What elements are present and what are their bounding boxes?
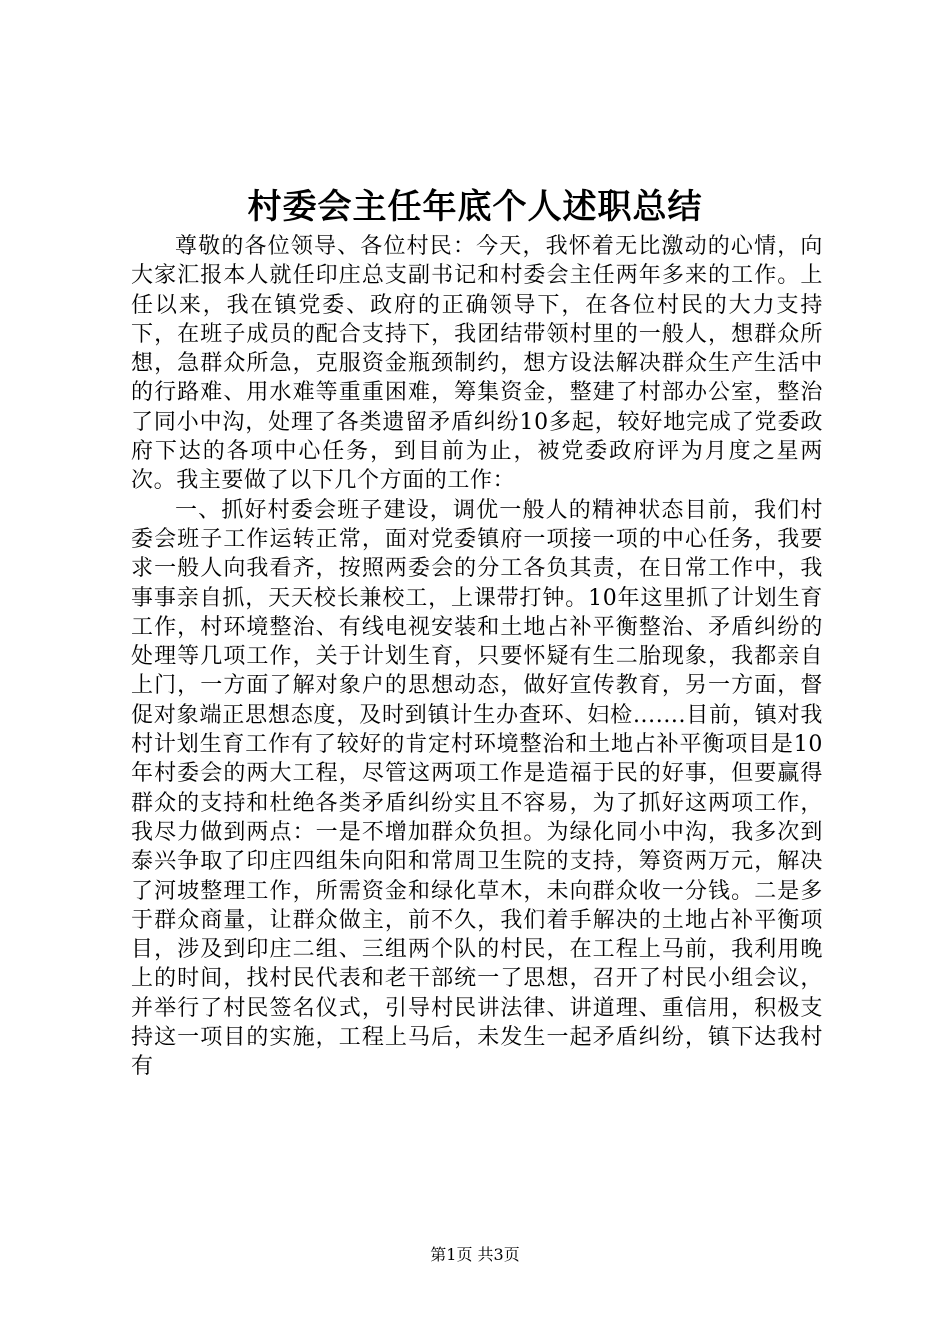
paragraph: 一、抓好村委会班子建设，调优一般人的精神状态目前，我们村委会班子工作运转正常，面对党委镇府一项接一项的中心任务，我要求一般人向我看齐，按照两委会的分工各负其责，在日常工作中，我事事亲自抓，天天校长兼校工，上课带打钟。10年这里抓了计划生育工作，村环境整治、有线电视安装和土地占补平衡整治、矛盾纠纷的处理等几项工作，关于计划生育，只要怀疑有生二胎现象，我都亲自上门，一方面了解对象户的思想动态，做好宣传教育，另一方面，督促对象端正思想态度，及时到镇计生办查环、妇检.......目前，镇对我村计划生育工作有了较好的肯定村环境整治和土地占补平衡项目是10年村委会的两大工程，尽管这两项工作是造福于民的好事，但要赢得群众的支持和杜绝各类矛盾纠纷实且不容易，为了抓好这两项工作，我尽力做到两点：一是不增加群众负担。为绿化同小中沟，我多次到泰兴争取了印庄四组朱向阳和常周卫生院的支持，筹资两万元，解决了河坡整理工作，所需资金和绿化草木，未向群众收一分钱。二是多于群众商量，让群众做主，前不久，我们着手解决的土地占补平衡项目，涉及到印庄二组、三组两个队的村民，在工程上马前，我利用晚上的时间，找村民代表和老干部统一了思想，召开了村民小组会议，并举行了村民签名仪式，引导村民讲法律、讲道理、重信用，积极支持这一项目的实施，工程上马后，未发生一起矛盾纠纷，镇下达我村有 [131, 497, 823, 1080]
document-body [131, 232, 823, 1082]
paragraph: 尊敬的各位领导、各位村民：今天，我怀着无比激动的心情，向大家汇报本人就任印庄总支副书记和村委会主任两年多来的工作。上任以来，我在镇党委、政府的正确领导下，在各位村民的大力支持下，在班子成员的配合支持下，我团结带领村里的一般人，想群众所想，急群众所急，克服资金瓶颈制约，想方设法解决群众生产生活中的行路难、用水难等重重困难，筹集资金，整建了村部办公室，整治了同小中沟，处理了各类遗留矛盾纠纷10多起，较好地完成了党委政府下达的各项中心任务，到目前为止，被党委政府评为月度之星两次。我主要做了以下几个方面的工作： [131, 234, 823, 494]
page-number: 第1页 共3页 [430, 1245, 520, 1264]
document-title: 村委会主任年底个人述职总结 [247, 187, 703, 227]
